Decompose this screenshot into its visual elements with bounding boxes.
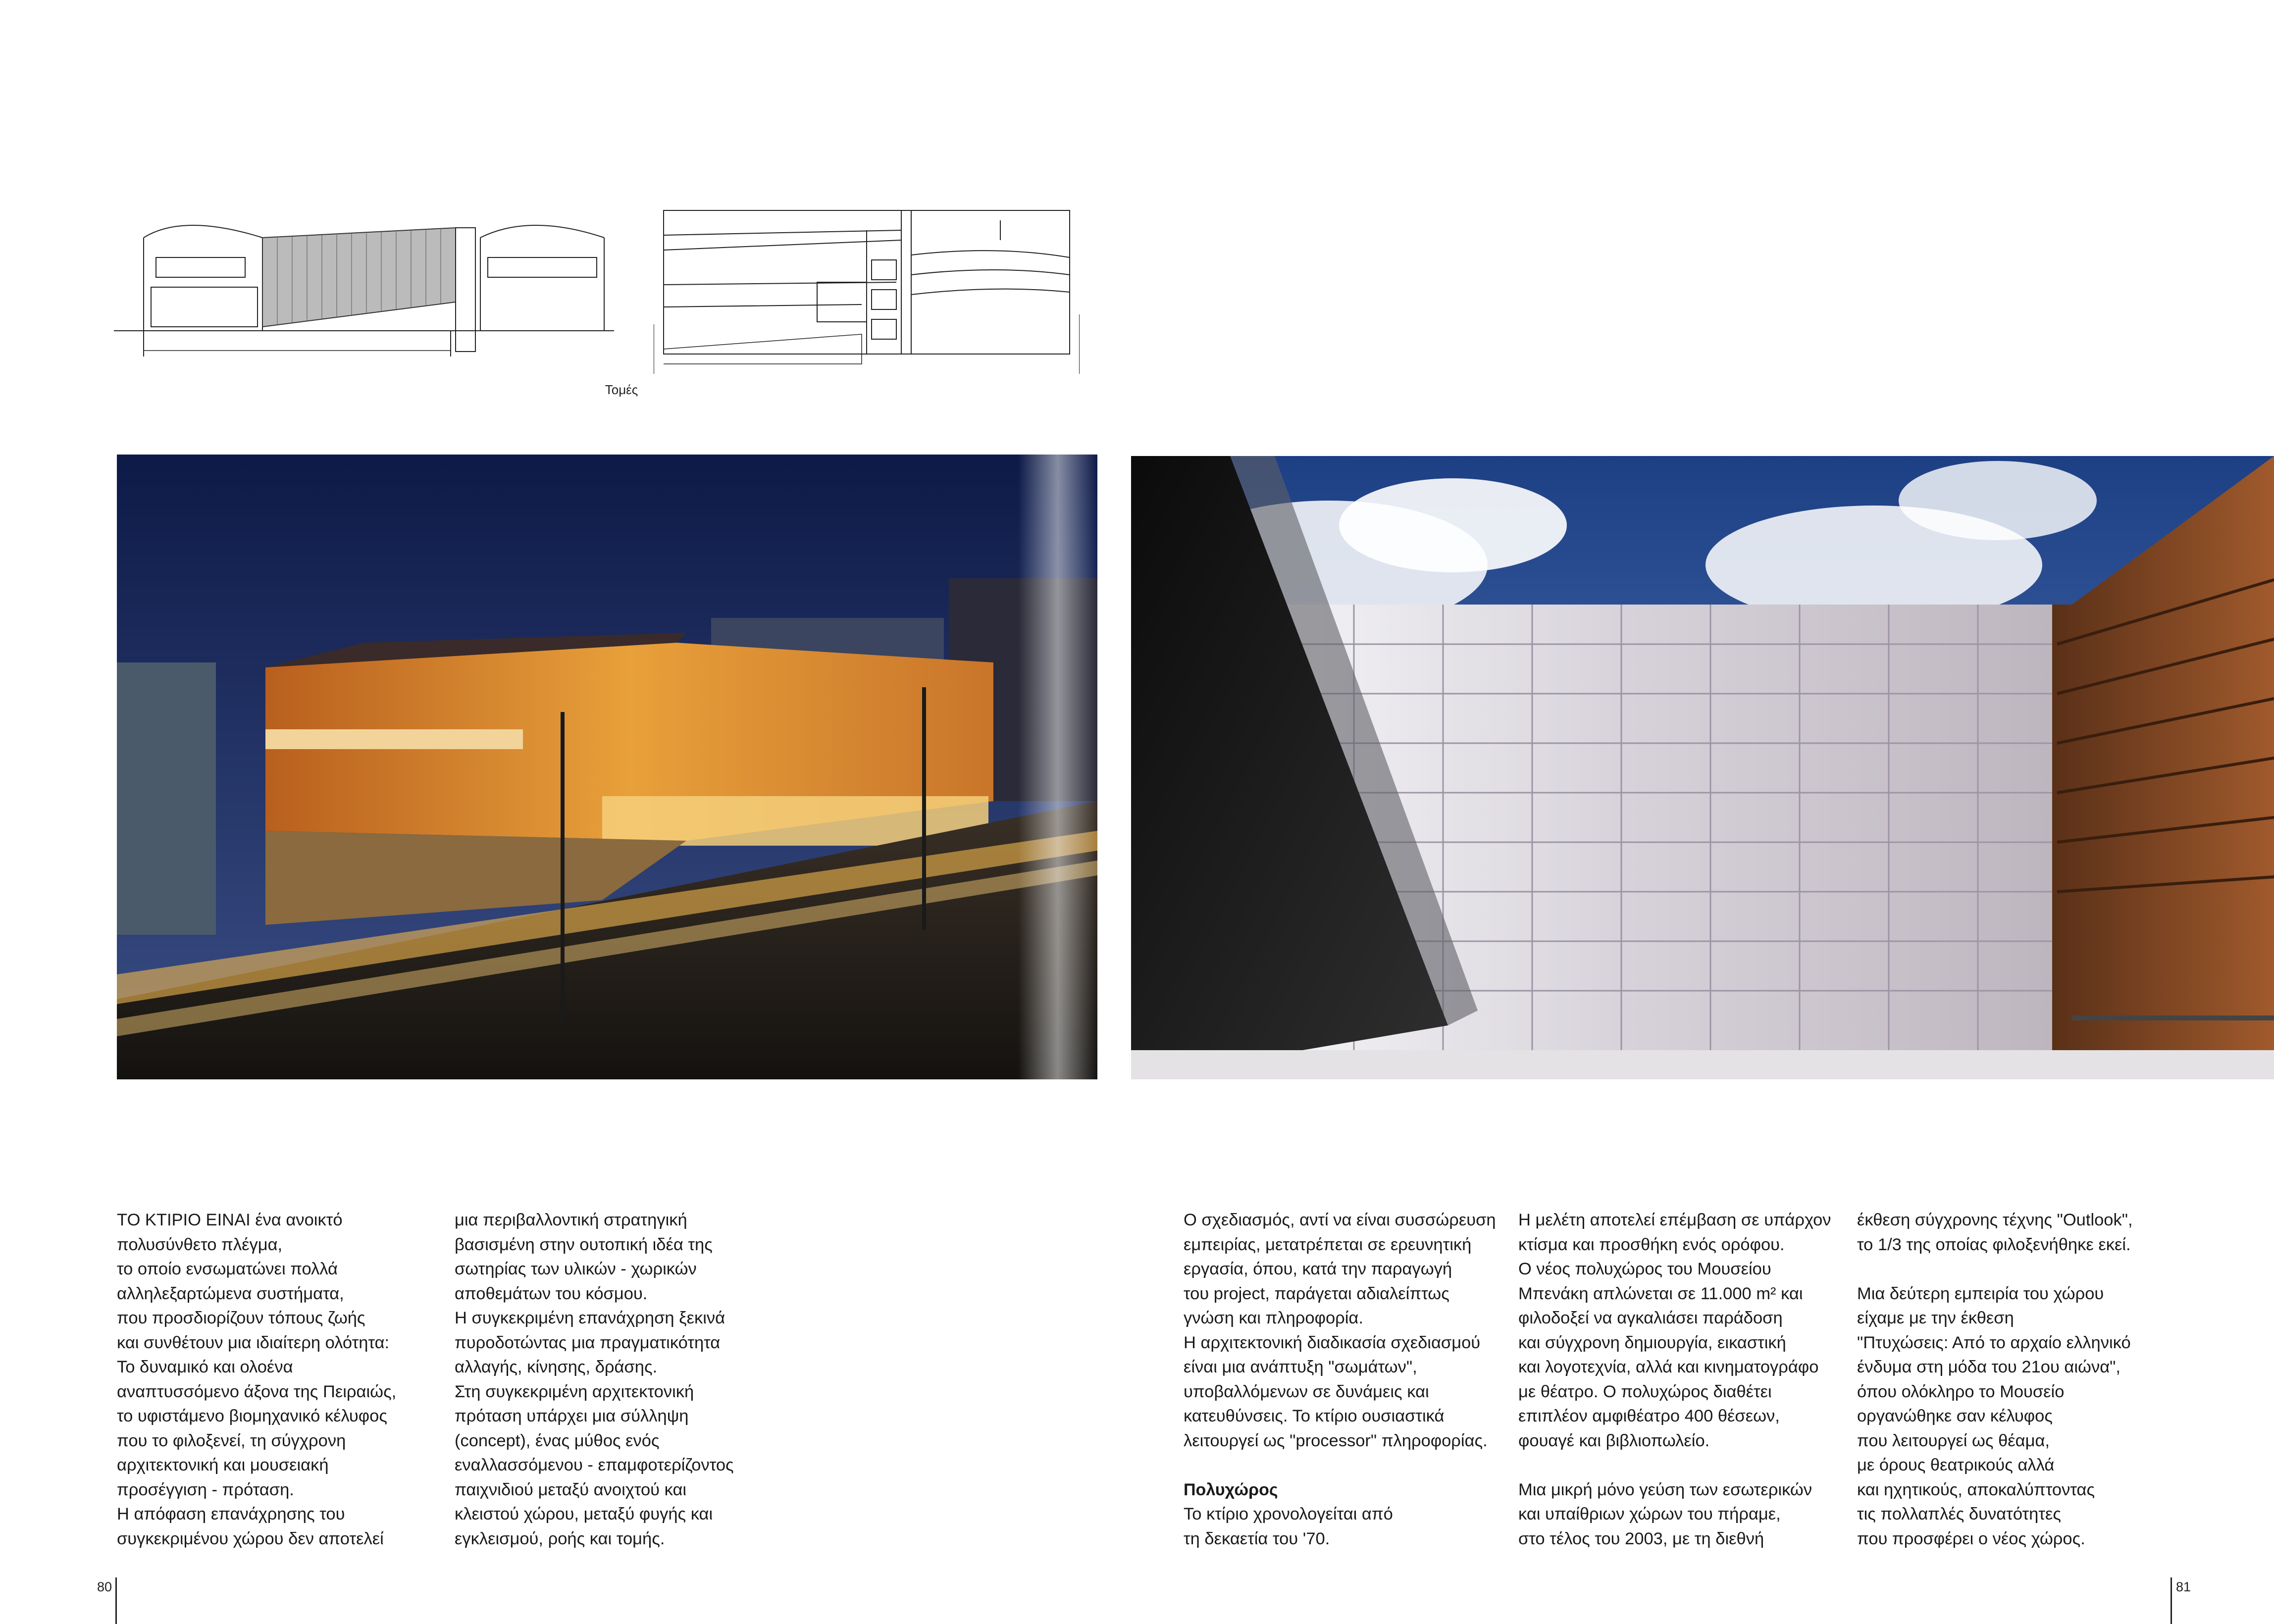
text-line: και σύγχρονη δημιουργία, εικαστική	[1518, 1333, 1786, 1352]
section-drawing-left	[114, 208, 614, 371]
text-line: ΤΟ ΚΤΙΡΙΟ ΕΙΝΑΙ ένα ανοικτό	[117, 1211, 343, 1229]
text-line: και λογοτεχνία, αλλά και κινηματογράφο	[1518, 1358, 1819, 1376]
text-line: αποθεμάτων του κόσμου.	[455, 1284, 648, 1303]
text-line: το οποίο ενσωματώνει πολλά	[117, 1260, 338, 1278]
text-line: πυροδοτώντας μια πραγματικότητα	[455, 1333, 721, 1352]
text-line: είναι μια ανάπτυξη "σωμάτων",	[1184, 1358, 1417, 1376]
page-number-right: 81	[2176, 1579, 2191, 1594]
text-line: και υπαίθριων χώρων του πήραμε,	[1518, 1505, 1781, 1523]
text-line: εμπειρίας, μετατρέπεται σε ερευνητική	[1184, 1235, 1472, 1254]
text-line: (concept), ένας μύθος ενός	[455, 1431, 660, 1450]
text-line: Μια δεύτερη εμπειρία του χώρου	[1857, 1284, 2104, 1303]
text-line: αναπτυσσόμενο άξονα της Πειραιώς,	[117, 1382, 397, 1401]
subheading-polyxoros: Πολυχώρος	[1184, 1480, 1278, 1499]
text-line: εγκλεισμού, ροής και τομής.	[455, 1529, 665, 1548]
text-line: Το κτίριο χρονολογείται από	[1184, 1505, 1393, 1523]
text-line: φιλοδοξεί να αγκαλιάσει παράδοση	[1518, 1309, 1783, 1327]
text-line: επιπλέον αμφιθέατρο 400 θέσεων,	[1518, 1407, 1780, 1425]
text-line: "Πτυχώσεις: Από το αρχαίο ελληνικό	[1857, 1333, 2131, 1352]
paragraph-gap	[1184, 1453, 1500, 1478]
text-line: και ηχητικούς, αποκαλύπτοντας	[1857, 1480, 2095, 1499]
text-line: τη δεκαετία του '70.	[1184, 1529, 1330, 1548]
text-line: με όρους θεατρικούς αλλά	[1857, 1456, 2055, 1474]
left-column-2	[455, 1208, 772, 1551]
text-line: συγκεκριμένου χώρου δεν αποτελεί	[117, 1529, 384, 1548]
text-line: υποβαλλόμενων σε δυνάμεις και	[1184, 1382, 1429, 1401]
text-line: πολυσύνθετο πλέγμα,	[117, 1235, 283, 1254]
text-line: που προσφέρει ο νέος χώρος.	[1857, 1529, 2085, 1548]
paragraph-gap	[1518, 1453, 1835, 1478]
text-line: Στη συγκεκριμένη αρχιτεκτονική	[455, 1382, 694, 1401]
text-line: λειτουργεί ως "processor" πληροφορίας.	[1184, 1431, 1488, 1450]
right-column-1	[1184, 1208, 1500, 1551]
text-line: φουαγέ και βιβλιοπωλείο.	[1518, 1431, 1710, 1450]
sections-caption: Τομές	[605, 382, 638, 397]
mesh-facade-photo	[1131, 456, 2274, 1079]
night-exterior-photo	[117, 455, 1097, 1079]
text-line: κλειστού χώρου, μεταξύ φυγής και	[455, 1505, 713, 1523]
text-line: Η μελέτη αποτελεί επέμβαση σε υπάρχον	[1518, 1211, 1831, 1229]
text-line: τις πολλαπλές δυνατότητες	[1857, 1505, 2061, 1523]
text-line: με θέατρο. Ο πολυχώρος διαθέτει	[1518, 1382, 1772, 1401]
text-line: Μπενάκη απλώνεται σε 11.000 m² και	[1518, 1284, 1803, 1303]
page-number-left: 80	[97, 1579, 112, 1594]
text-line: βασισμένη στην ουτοπική ιδέα της	[455, 1235, 713, 1254]
text-line: που λειτουργεί ως θέαμα,	[1857, 1431, 2050, 1450]
text-line: αλληλεξαρτώμενα συστήματα,	[117, 1284, 344, 1303]
text-line: γνώση και πληροφορία.	[1184, 1309, 1363, 1327]
text-line: σωτηρίας των υλικών - χωρικών	[455, 1260, 697, 1278]
page-rule-left	[115, 1577, 117, 1624]
text-line: μια περιβαλλοντική στρατηγική	[455, 1211, 687, 1229]
text-line: έκθεση σύγχρονης τέχνης "Outlook",	[1857, 1211, 2133, 1229]
right-column-2	[1518, 1208, 1835, 1551]
text-line: κατευθύνσεις. Το κτίριο ουσιαστικά	[1184, 1407, 1445, 1425]
text-line: πρόταση υπάρχει μια σύλληψη	[455, 1407, 689, 1425]
text-line: εναλλασσόμενου - επαμφοτερίζοντος	[455, 1456, 734, 1474]
paragraph-gap	[1857, 1257, 2174, 1282]
text-line: αρχιτεκτονική και μουσειακή	[117, 1456, 329, 1474]
text-line: όπου ολόκληρο το Μουσείο	[1857, 1382, 2065, 1401]
text-line: του project, παράγεται αδιαλείπτως	[1184, 1284, 1449, 1303]
page-rule-right	[2171, 1577, 2172, 1624]
text-line: οργανώθηκε σαν κέλυφος	[1857, 1407, 2053, 1425]
text-line: Η συγκεκριμένη επανάχρηση ξεκινά	[455, 1309, 725, 1327]
text-line: Ο σχεδιασμός, αντί να είναι συσσώρευση	[1184, 1211, 1496, 1229]
text-line: το υφιστάμενο βιομηχανικό κέλυφος	[117, 1407, 387, 1425]
text-line: Η απόφαση επανάχρησης του	[117, 1505, 345, 1523]
text-line: στο τέλος του 2003, με τη διεθνή	[1518, 1529, 1764, 1548]
text-line: Μια μικρή μόνο γεύση των εσωτερικών	[1518, 1480, 1812, 1499]
section-drawing-right	[654, 201, 1080, 374]
left-column-1	[117, 1208, 434, 1551]
text-line: είχαμε με την έκθεση	[1857, 1309, 2014, 1327]
right-column-3	[1857, 1208, 2174, 1551]
text-line: προσέγγιση - πρόταση.	[117, 1480, 294, 1499]
text-line: αλλαγής, κίνησης, δράσης.	[455, 1358, 658, 1376]
text-line: που το φιλοξενεί, τη σύγχρονη	[117, 1431, 346, 1450]
text-line: παιχνιδιού μεταξύ ανοιχτού και	[455, 1480, 687, 1499]
text-line: εργασία, όπου, κατά την παραγωγή	[1184, 1260, 1452, 1278]
text-line: Ο νέος πολυχώρος του Μουσείου	[1518, 1260, 1771, 1278]
text-line: και συνθέτουν μια ιδιαίτερη ολότητα:	[117, 1333, 390, 1352]
text-line: ένδυμα στη μόδα του 21ου αιώνα",	[1857, 1358, 2120, 1376]
text-line: Η αρχιτεκτονική διαδικασία σχεδιασμού	[1184, 1333, 1481, 1352]
text-line: κτίσμα και προσθήκη ενός ορόφου.	[1518, 1235, 1785, 1254]
text-line: που προσδιορίζουν τόπους ζωής	[117, 1309, 365, 1327]
text-line: Το δυναμικό και ολοένα	[117, 1358, 293, 1376]
text-line: το 1/3 της οποίας φιλοξενήθηκε εκεί.	[1857, 1235, 2131, 1254]
